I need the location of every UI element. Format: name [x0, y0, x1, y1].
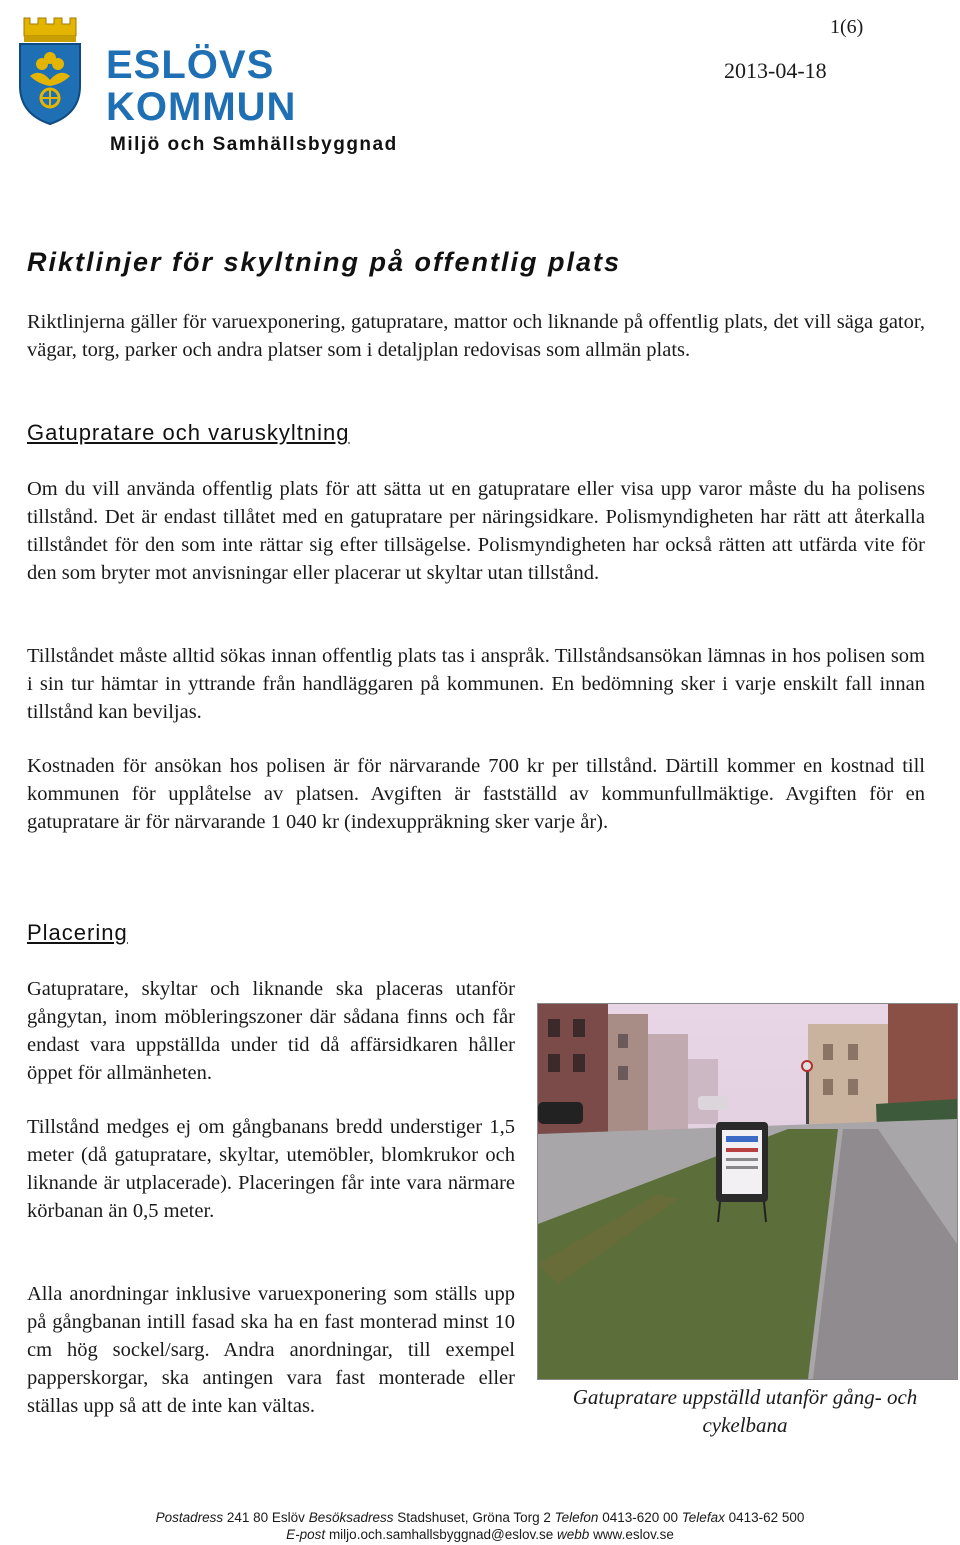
brand-name-line2: KOMMUN: [106, 85, 297, 129]
paragraph-cost: Kostnaden för ansökan hos polisen är för närvarande 700 kr per tillstånd. Därtill kommer en kostnad till kommunen för upplåtelse av platsen. Avgiften är fastställd av kommunfullmäktige. Avgiften för en gatupratare är för närvarande 1 040 kr (indexuppräkning sker varje år).: [27, 755, 925, 833]
footer-address-line: [0, 1510, 960, 1525]
department-name: Miljö och Samhällsbyggnad: [110, 134, 398, 155]
intro-paragraph: Riktlinjerna gäller för varuexponering, gatupratare, mattor och liknande på offentlig plats, det vill säga gator, vägar, torg, parker och andra platser som i detaljplan redovisas som allmän plats.: [27, 311, 925, 361]
page-number: 1(6): [830, 16, 864, 38]
document-date: 2013-04-18: [724, 58, 827, 83]
footer-besoksadress: Stadshuset, Gröna Torg 2: [397, 1510, 551, 1525]
footer-webb-label: webb: [557, 1527, 590, 1542]
footer-besoksadress-label: Besöksadress: [308, 1510, 394, 1525]
footer-telefon: 0413-620 00: [602, 1510, 679, 1525]
footer-epost-label: E-post: [286, 1527, 326, 1542]
document-title: Riktlinjer för skyltning på offentlig plats: [27, 247, 622, 277]
eslov-kommun-logo: [14, 14, 314, 132]
footer-telefon-label: Telefon: [554, 1510, 599, 1525]
street-photo: [537, 1003, 958, 1380]
paragraph-fixtures: Alla anordningar inklusive varuexponering som ställs upp på gångbanan intill fasad ska ha en fast monterad minst 10 cm hög sockel/sarg. Andra anordningar, till exempel papperskorgar, ska antingen vara fast monterade eller ställas upp så att de inte kan vältas.: [27, 1283, 515, 1417]
footer-postadress: 241 80 Eslöv: [226, 1510, 305, 1525]
footer-webb-link[interactable]: www.eslov.se: [593, 1527, 674, 1542]
footer-telefax-label: Telefax: [681, 1510, 725, 1525]
paragraph-placement: Gatupratare, skyltar och liknande ska placeras utanför gångytan, inom möbleringszoner där sådana finns och får endast vara uppställda under tid då affärsidkaren håller öppet för allmänheten.: [27, 978, 515, 1084]
section-heading-placering: Placering: [27, 920, 128, 945]
footer-contact-line: [0, 1527, 960, 1542]
footer-telefax: 0413-62 500: [728, 1510, 805, 1525]
photo-caption: Gatupratare uppställd utanför gång- och cykelbana: [572, 1385, 918, 1437]
footer-postadress-label: Postadress: [155, 1510, 224, 1525]
paragraph-width-rule: Tillstånd medges ej om gångbanans bredd understiger 1,5 meter (då gatupratare, skyltar, utemöbler, blomkrukor och liknande är utplacerade). Placeringen får inte vara närmare körbanan än 0,5 meter.: [27, 1116, 515, 1222]
footer-epost-link[interactable]: miljo.och.samhallsbyggnad@eslov.se: [328, 1527, 554, 1542]
paragraph-application: Tillståndet måste alltid sökas innan offentlig plats tas i anspråk. Tillståndsansökan lämnas in hos polisen som i sin tur hämtar in yttrande från handläggaren på kommunen. En bedömning sker i varje enskilt fall innan tillstånd kan beviljas.: [27, 645, 925, 723]
coat-of-arms-icon: [14, 14, 86, 126]
paragraph-permit: Om du vill använda offentlig plats för att sätta ut en gatupratare eller visa upp varor måste du ha polisens tillstånd. Det är endast tillåtet med en gatupratare per näringsidkare. Polismyndigheten har rätt att återkalla tillståndet för den som inte rättar sig efter tillsägelse. Polismyndigheten har också rätten att utfärda vite för den som bryter mot anvisningar eller placerar ut skyltar utan tillstånd.: [27, 478, 925, 584]
brand-name-line1: ESLÖVS: [106, 43, 275, 87]
section-heading-gatupratare: Gatupratare och varuskyltning: [27, 420, 350, 445]
